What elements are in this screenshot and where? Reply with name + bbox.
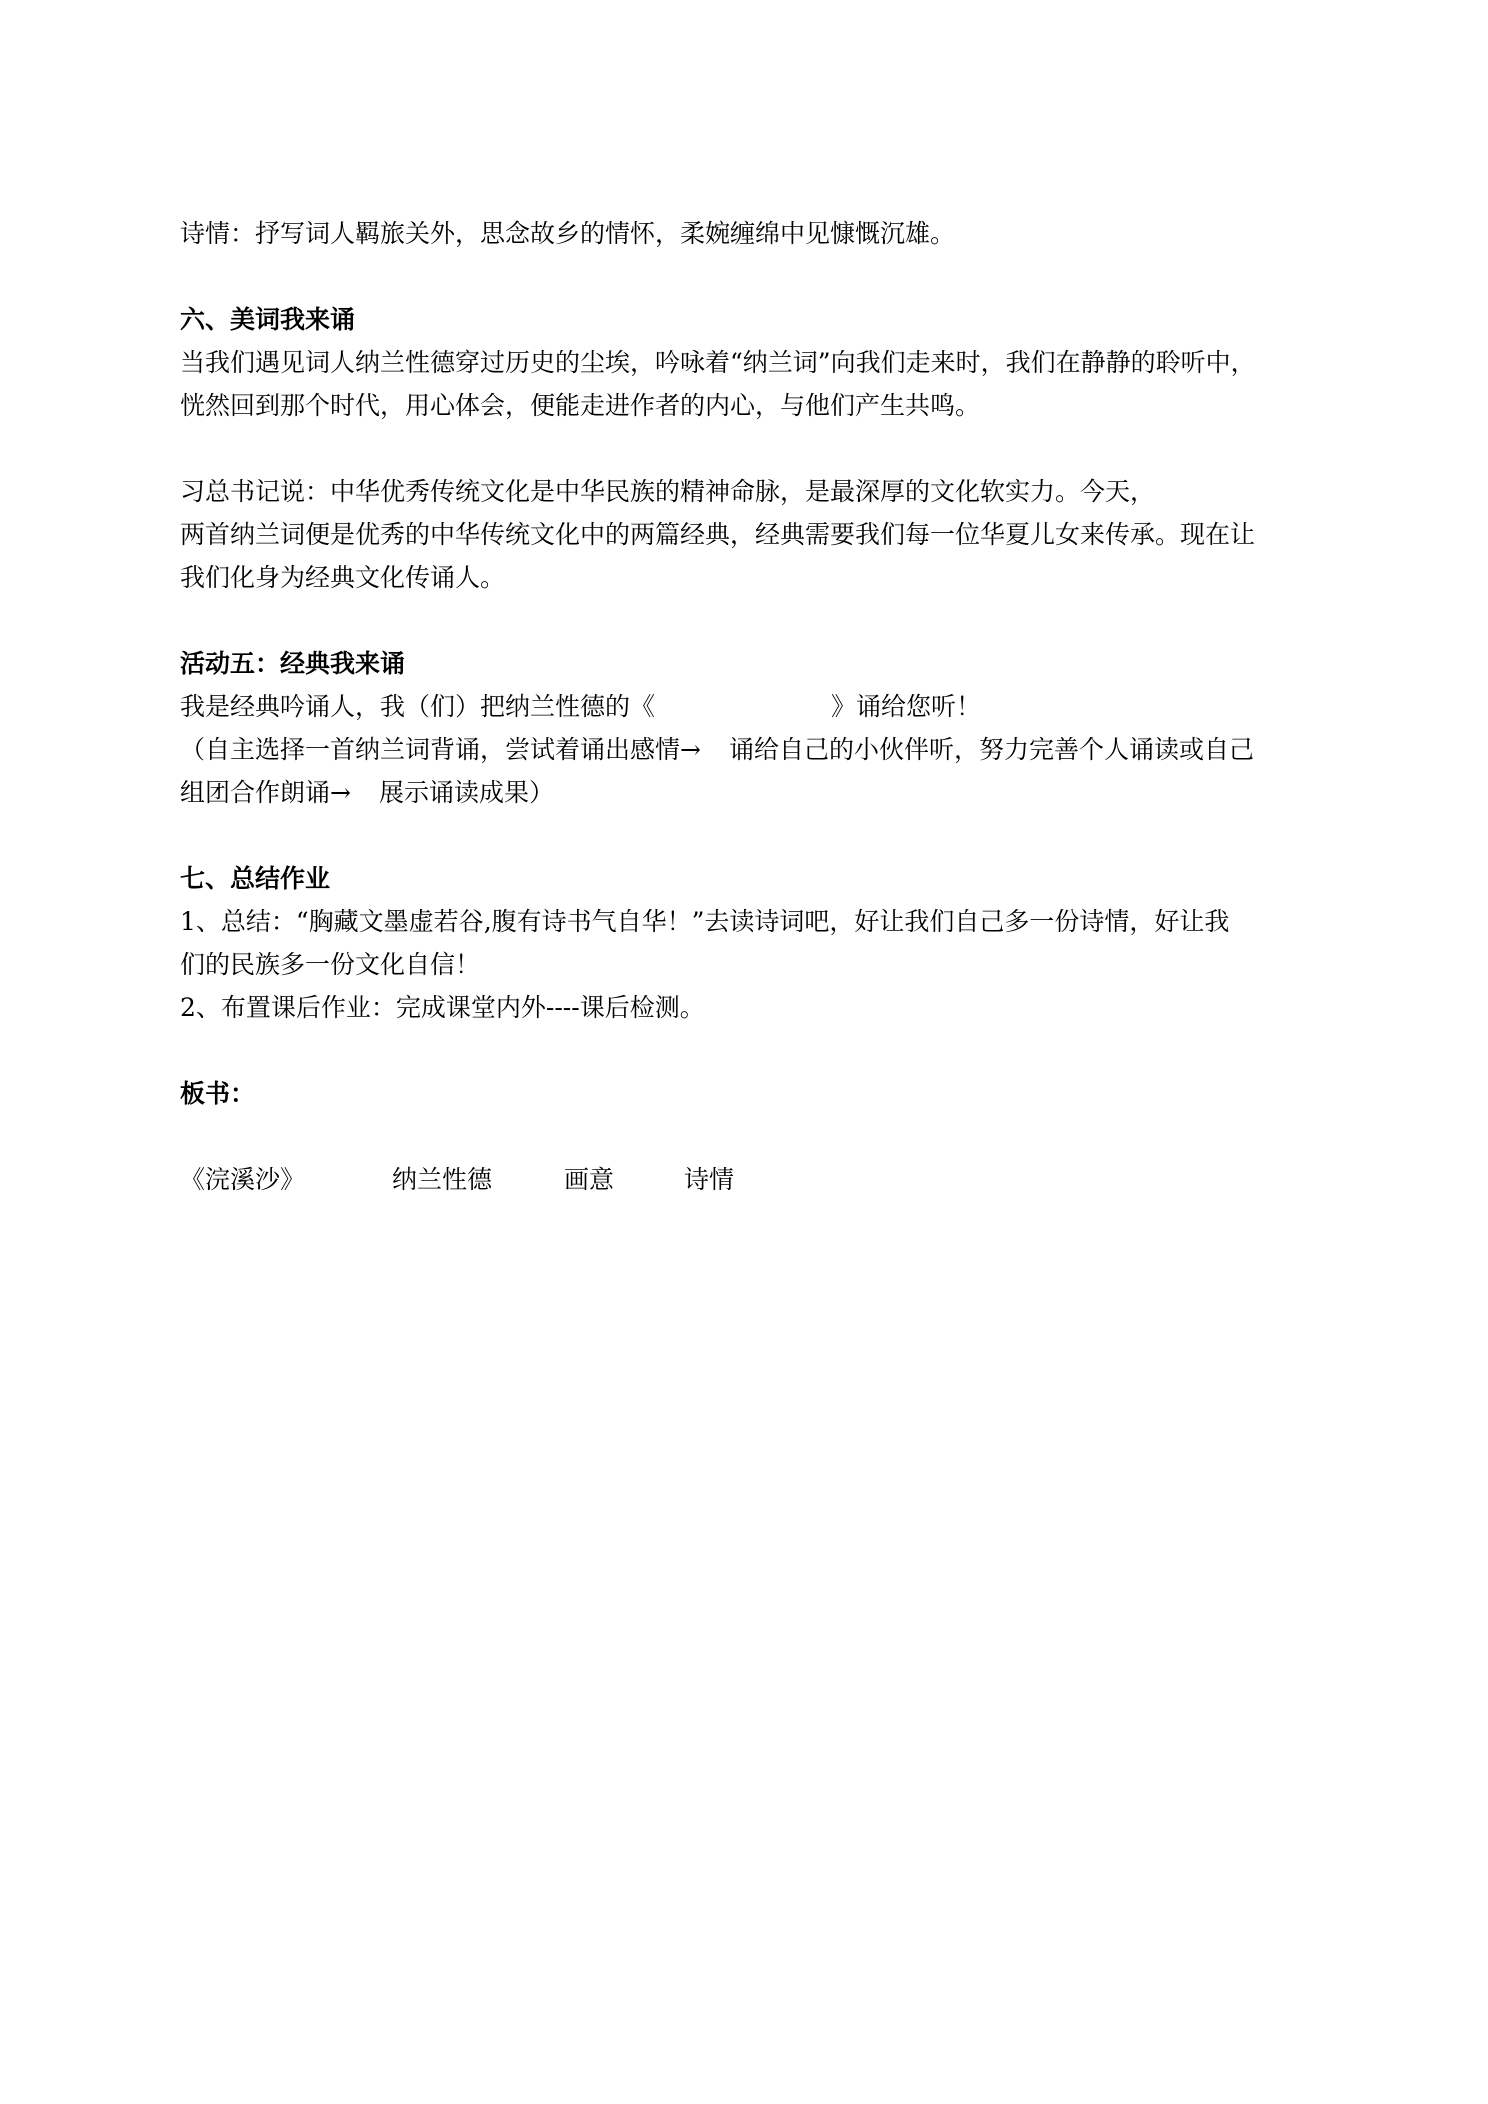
activity5-line1 bbox=[180, 685, 1330, 728]
spacer bbox=[180, 255, 1330, 298]
board-item-author: 纳兰性德 bbox=[392, 1165, 493, 1194]
activity5-line3 bbox=[180, 771, 1330, 814]
spacer bbox=[180, 814, 1330, 857]
section6-heading: 六、美词我来诵 bbox=[180, 305, 356, 334]
activity5-line2-end: 诵给自己的小伙伴听，努力完善个人诵读或自己 bbox=[728, 735, 1254, 764]
poem-feeling-line: 诗情：抒写词人羁旅关外，思念故乡的情怀，柔婉缠绵中见慷慨沉雄。 bbox=[180, 219, 956, 248]
board-item-poem-title: 《浣溪沙》 bbox=[180, 1165, 306, 1194]
section6-para2-line1: 习总书记说：中华优秀传统文化是中华民族的精神命脉，是最深厚的文化软实力。今天， bbox=[180, 477, 1156, 506]
activity5-line1-end: 》诵给您听！ bbox=[831, 692, 982, 721]
board-content bbox=[180, 1158, 1330, 1201]
board-item-feeling: 诗情 bbox=[684, 1165, 735, 1194]
activity5-line2 bbox=[180, 728, 1330, 771]
spacer bbox=[180, 1115, 1330, 1158]
section6-para2-line2: 两首纳兰词便是优秀的中华传统文化中的两篇经典，经典需要我们每一位华夏儿女来传承。现在让 bbox=[180, 520, 1256, 549]
activity5-line1-start: 我是经典吟诵人，我（们）把纳兰性德的《 bbox=[180, 692, 656, 721]
section7-item1-line1: 1、总结：“胸藏文墨虚若谷,腹有诗书气自华！”去读诗词吧，好让我们自己多一份诗情，好让我 bbox=[180, 907, 1230, 936]
activity5-line3-start: 组团合作朗诵→ bbox=[180, 778, 351, 807]
section7-item1-line2: 们的民族多一份文化自信！ bbox=[180, 950, 481, 979]
activity5-heading: 活动五：经典我来诵 bbox=[180, 649, 406, 678]
section6-para1-line2: 恍然回到那个时代，用心体会，便能走进作者的内心，与他们产生共鸣。 bbox=[180, 391, 981, 420]
activity5-line2-start: （自主选择一首纳兰词背诵，尝试着诵出感情→ bbox=[180, 735, 701, 764]
spacer bbox=[180, 599, 1330, 642]
activity5-line3-end: 展示诵读成果） bbox=[378, 778, 554, 807]
board-item-imagery: 画意 bbox=[564, 1165, 615, 1194]
section6-para1-line1: 当我们遇见词人纳兰性德穿过历史的尘埃，吟咏着“纳兰词”向我们走来时，我们在静静的聆听中， bbox=[180, 348, 1256, 377]
board-heading: 板书： bbox=[180, 1079, 256, 1108]
section7-item2: 2、布置课后作业：完成课堂内外----课后检测。 bbox=[180, 993, 705, 1022]
spacer bbox=[180, 427, 1330, 470]
section6-para2-line3: 我们化身为经典文化传诵人。 bbox=[180, 563, 506, 592]
section7-heading: 七、总结作业 bbox=[180, 864, 331, 893]
spacer bbox=[180, 1029, 1330, 1072]
document-page bbox=[180, 212, 1330, 1201]
